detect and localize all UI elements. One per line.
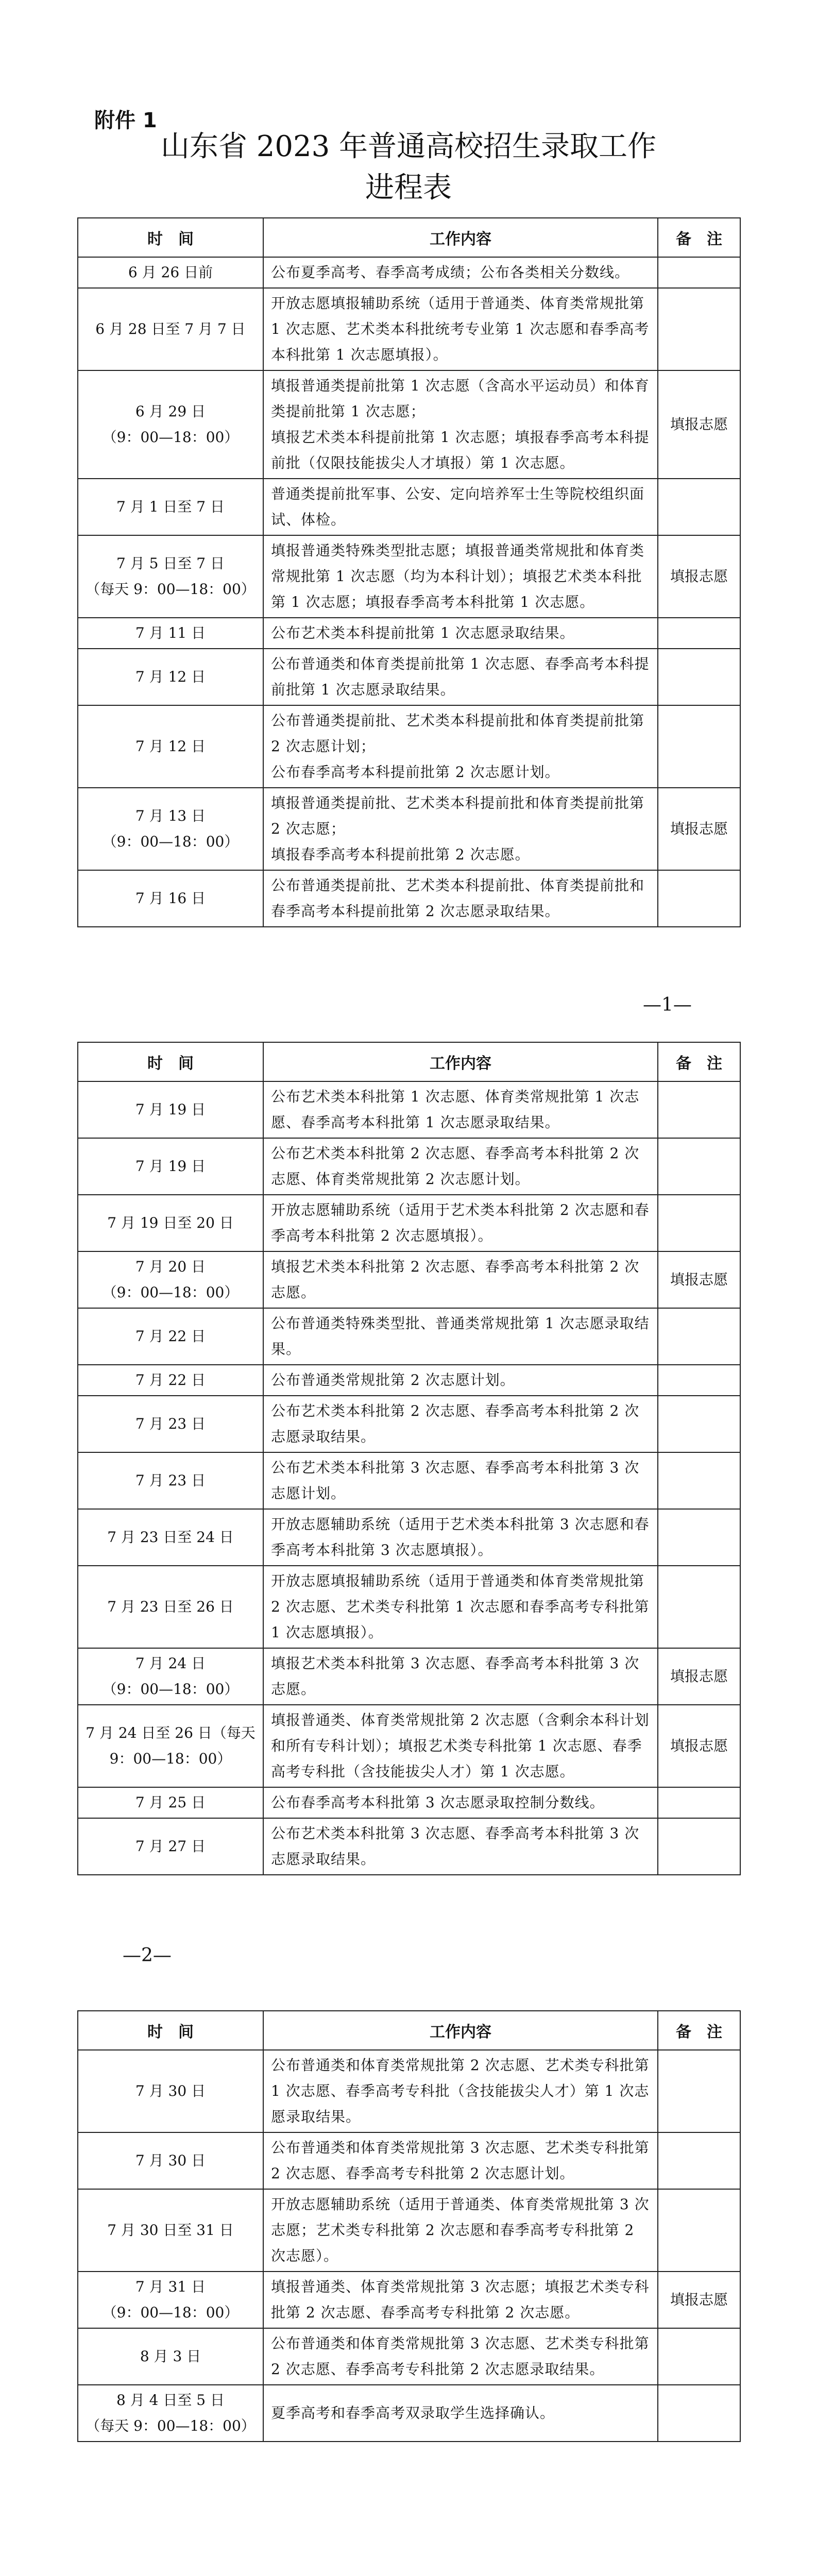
table-header-row — [78, 218, 740, 257]
note-cell: 填报志愿 — [658, 788, 740, 870]
content-cell: 公布普通类提前批、艺术类本科提前批、体育类提前批和春季高考本科提前批第 2 次志愿录取结果。 — [263, 870, 658, 927]
schedule-table-page-1 — [77, 217, 741, 927]
time-cell: 7 月 11 日 — [78, 618, 263, 649]
time-cell: 8 月 4 日至 5 日 （每天 9：00—18：00） — [78, 2385, 263, 2442]
time-cell: 7 月 20 日 （9：00—18：00） — [78, 1251, 263, 1308]
header-content: 工作内容 — [263, 218, 658, 257]
table-row — [78, 1452, 740, 1509]
table-row — [78, 1818, 740, 1875]
header-note: 备 注 — [658, 2011, 740, 2050]
table-row — [78, 2328, 740, 2385]
table-row — [78, 2272, 740, 2328]
note-cell: 填报志愿 — [658, 2272, 740, 2328]
header-note: 备 注 — [658, 218, 740, 257]
schedule-table-page-3 — [77, 2010, 741, 2442]
time-cell: 7 月 27 日 — [78, 1818, 263, 1875]
table-header-row — [78, 2011, 740, 2050]
content-cell: 公布普通类提前批、艺术类本科提前批和体育类提前批第 2 次志愿计划； 公布春季高考本科提前批第 2 次志愿计划。 — [263, 705, 658, 788]
table-row — [78, 1195, 740, 1251]
time-cell: 8 月 3 日 — [78, 2328, 263, 2385]
note-cell — [658, 2050, 740, 2132]
time-cell: 7 月 12 日 — [78, 649, 263, 705]
note-cell — [658, 1509, 740, 1566]
time-cell: 7 月 23 日 — [78, 1452, 263, 1509]
note-cell — [658, 1308, 740, 1365]
content-cell: 公布普通类和体育类常规批第 3 次志愿、艺术类专科批第 2 次志愿、春季高考专科批第 2 次志愿计划。 — [263, 2132, 658, 2189]
note-cell — [658, 1818, 740, 1875]
note-cell — [658, 1452, 740, 1509]
note-cell — [658, 870, 740, 927]
content-cell: 公布艺术类本科批第 3 次志愿、春季高考本科批第 3 次志愿录取结果。 — [263, 1818, 658, 1875]
table-row — [78, 788, 740, 870]
time-cell: 7 月 19 日 — [78, 1138, 263, 1195]
content-cell: 开放志愿辅助系统（适用于艺术类本科批第 3 次志愿和春季高考本科批第 3 次志愿填报）。 — [263, 1509, 658, 1566]
table-header-row — [78, 1042, 740, 1081]
header-time: 时 间 — [78, 1042, 263, 1081]
table-row — [78, 1787, 740, 1818]
table-row — [78, 1396, 740, 1452]
table-row — [78, 370, 740, 479]
content-cell: 公布夏季高考、春季高考成绩；公布各类相关分数线。 — [263, 257, 658, 288]
table-row — [78, 649, 740, 705]
page-number: —2— — [123, 1945, 172, 1966]
time-cell: 7 月 30 日 — [78, 2050, 263, 2132]
time-cell: 7 月 24 日至 26 日（每天 9：00—18：00） — [78, 1705, 263, 1787]
header-time: 时 间 — [78, 2011, 263, 2050]
note-cell — [658, 257, 740, 288]
note-cell — [658, 618, 740, 649]
time-cell: 7 月 5 日至 7 日 （每天 9：00—18：00） — [78, 535, 263, 618]
note-cell — [658, 1081, 740, 1138]
content-cell: 开放志愿辅助系统（适用于艺术类本科批第 2 次志愿和春季高考本科批第 2 次志愿填报）。 — [263, 1195, 658, 1251]
time-cell: 7 月 19 日 — [78, 1081, 263, 1138]
time-cell: 7 月 30 日至 31 日 — [78, 2189, 263, 2272]
note-cell — [658, 649, 740, 705]
content-cell: 填报普通类、体育类常规批第 3 次志愿；填报艺术类专科批第 2 次志愿、春季高考专科批第 2 次志愿。 — [263, 2272, 658, 2328]
note-cell — [658, 705, 740, 788]
note-cell — [658, 288, 740, 370]
content-cell: 开放志愿填报辅助系统（适用于普通类、体育类常规批第 1 次志愿、艺术类本科批统考专业第 1 次志愿和春季高考本科批第 1 次志愿填报）。 — [263, 288, 658, 370]
content-cell: 公布普通类常规批第 2 次志愿计划。 — [263, 1365, 658, 1396]
note-cell: 填报志愿 — [658, 1648, 740, 1705]
time-cell: 7 月 19 日至 20 日 — [78, 1195, 263, 1251]
table-row — [78, 1308, 740, 1365]
table-row — [78, 2189, 740, 2272]
time-cell: 7 月 24 日 （9：00—18：00） — [78, 1648, 263, 1705]
note-cell — [658, 1195, 740, 1251]
content-cell: 公布普通类和体育类常规批第 2 次志愿、艺术类专科批第 1 次志愿、春季高考专科批（含技能拔尖人才）第 1 次志愿录取结果。 — [263, 2050, 658, 2132]
time-cell: 7 月 23 日 — [78, 1396, 263, 1452]
note-cell — [658, 1138, 740, 1195]
header-content: 工作内容 — [263, 1042, 658, 1081]
content-cell: 公布艺术类本科批第 2 次志愿、春季高考本科批第 2 次志愿、体育类常规批第 2 次志愿计划。 — [263, 1138, 658, 1195]
note-cell — [658, 1787, 740, 1818]
table-row — [78, 2385, 740, 2442]
time-cell: 7 月 25 日 — [78, 1787, 263, 1818]
table-row — [78, 535, 740, 618]
header-note: 备 注 — [658, 1042, 740, 1081]
header-content: 工作内容 — [263, 2011, 658, 2050]
table-row — [78, 1081, 740, 1138]
content-cell: 公布春季高考本科批第 3 次志愿录取控制分数线。 — [263, 1787, 658, 1818]
table-row — [78, 257, 740, 288]
time-cell: 6 月 26 日前 — [78, 257, 263, 288]
content-cell: 普通类提前批军事、公安、定向培养军士生等院校组织面试、体检。 — [263, 479, 658, 535]
table-row — [78, 1509, 740, 1566]
schedule-table-page-2 — [77, 1042, 741, 1875]
time-cell: 7 月 16 日 — [78, 870, 263, 927]
content-cell: 公布艺术类本科批第 2 次志愿、春季高考本科批第 2 次志愿录取结果。 — [263, 1396, 658, 1452]
time-cell: 7 月 1 日至 7 日 — [78, 479, 263, 535]
note-cell — [658, 2189, 740, 2272]
table-row — [78, 1138, 740, 1195]
time-cell: 7 月 22 日 — [78, 1365, 263, 1396]
content-cell: 公布普通类特殊类型批、普通类常规批第 1 次志愿录取结果。 — [263, 1308, 658, 1365]
note-cell — [658, 1566, 740, 1648]
note-cell — [658, 479, 740, 535]
content-cell: 公布普通类和体育类常规批第 3 次志愿、艺术类专科批第 2 次志愿、春季高考专科批第 2 次志愿录取结果。 — [263, 2328, 658, 2385]
content-cell: 填报普通类特殊类型批志愿；填报普通类常规批和体育类常规批第 1 次志愿（均为本科计划）；填报艺术类本科批第 1 次志愿；填报春季高考本科批第 1 次志愿。 — [263, 535, 658, 618]
table-row — [78, 1251, 740, 1308]
content-cell: 填报艺术类本科批第 3 次志愿、春季高考本科批第 3 次志愿。 — [263, 1648, 658, 1705]
content-cell: 公布艺术类本科批第 3 次志愿、春季高考本科批第 3 次志愿计划。 — [263, 1452, 658, 1509]
table-row — [78, 1648, 740, 1705]
content-cell: 公布普通类和体育类提前批第 1 次志愿、春季高考本科提前批第 1 次志愿录取结果。 — [263, 649, 658, 705]
header-time: 时 间 — [78, 218, 263, 257]
content-cell: 填报普通类提前批第 1 次志愿（含高水平运动员）和体育类提前批第 1 次志愿； 填报艺术类本科提前批第 1 次志愿；填报春季高考本科提前批（仅限技能拔尖人才填报）第 1 次志愿。 — [263, 370, 658, 479]
note-cell — [658, 1396, 740, 1452]
note-cell: 填报志愿 — [658, 1251, 740, 1308]
table-row — [78, 1566, 740, 1648]
content-cell: 填报普通类提前批、艺术类本科提前批和体育类提前批第 2 次志愿； 填报春季高考本科提前批第 2 次志愿。 — [263, 788, 658, 870]
page-number: —1— — [643, 994, 692, 1015]
content-cell: 公布艺术类本科提前批第 1 次志愿录取结果。 — [263, 618, 658, 649]
table-row — [78, 705, 740, 788]
table-row — [78, 1365, 740, 1396]
table-row — [78, 2132, 740, 2189]
time-cell: 7 月 30 日 — [78, 2132, 263, 2189]
note-cell — [658, 2132, 740, 2189]
content-cell: 公布艺术类本科批第 1 次志愿、体育类常规批第 1 次志愿、春季高考本科批第 1 次志愿录取结果。 — [263, 1081, 658, 1138]
content-cell: 开放志愿辅助系统（适用于普通类、体育类常规批第 3 次志愿；艺术类专科批第 2 次志愿和春季高考专科批第 2 次志愿）。 — [263, 2189, 658, 2272]
attachment-label: 附件 1 — [94, 109, 157, 132]
note-cell — [658, 2385, 740, 2442]
note-cell — [658, 1365, 740, 1396]
note-cell: 填报志愿 — [658, 535, 740, 618]
time-cell: 7 月 31 日 （9：00—18：00） — [78, 2272, 263, 2328]
time-cell: 7 月 22 日 — [78, 1308, 263, 1365]
document-title-line1: 山东省 2023 年普通高校招生录取工作 — [160, 130, 657, 163]
time-cell: 7 月 13 日 （9：00—18：00） — [78, 788, 263, 870]
content-cell: 填报艺术类本科批第 2 次志愿、春季高考本科批第 2 次志愿。 — [263, 1251, 658, 1308]
note-cell: 填报志愿 — [658, 1705, 740, 1787]
table-row — [78, 479, 740, 535]
time-cell: 7 月 23 日至 26 日 — [78, 1566, 263, 1648]
time-cell: 7 月 12 日 — [78, 705, 263, 788]
table-row — [78, 288, 740, 370]
content-cell: 开放志愿填报辅助系统（适用于普通类和体育类常规批第 2 次志愿、艺术类专科批第 1 次志愿和春季高考专科批第 1 次志愿填报）。 — [263, 1566, 658, 1648]
content-cell: 填报普通类、体育类常规批第 2 次志愿（含剩余本科计划和所有专科计划）；填报艺术类专科批第 1 次志愿、春季高考专科批（含技能拔尖人才）第 1 次志愿。 — [263, 1705, 658, 1787]
note-cell — [658, 2328, 740, 2385]
table-row — [78, 618, 740, 649]
time-cell: 7 月 23 日至 24 日 — [78, 1509, 263, 1566]
time-cell: 6 月 28 日至 7 月 7 日 — [78, 288, 263, 370]
time-cell: 6 月 29 日 （9：00—18：00） — [78, 370, 263, 479]
table-row — [78, 1705, 740, 1787]
table-row — [78, 2050, 740, 2132]
table-row — [78, 870, 740, 927]
note-cell: 填报志愿 — [658, 370, 740, 479]
document-title-line2: 进程表 — [365, 171, 452, 205]
content-cell: 夏季高考和春季高考双录取学生选择确认。 — [263, 2385, 658, 2442]
